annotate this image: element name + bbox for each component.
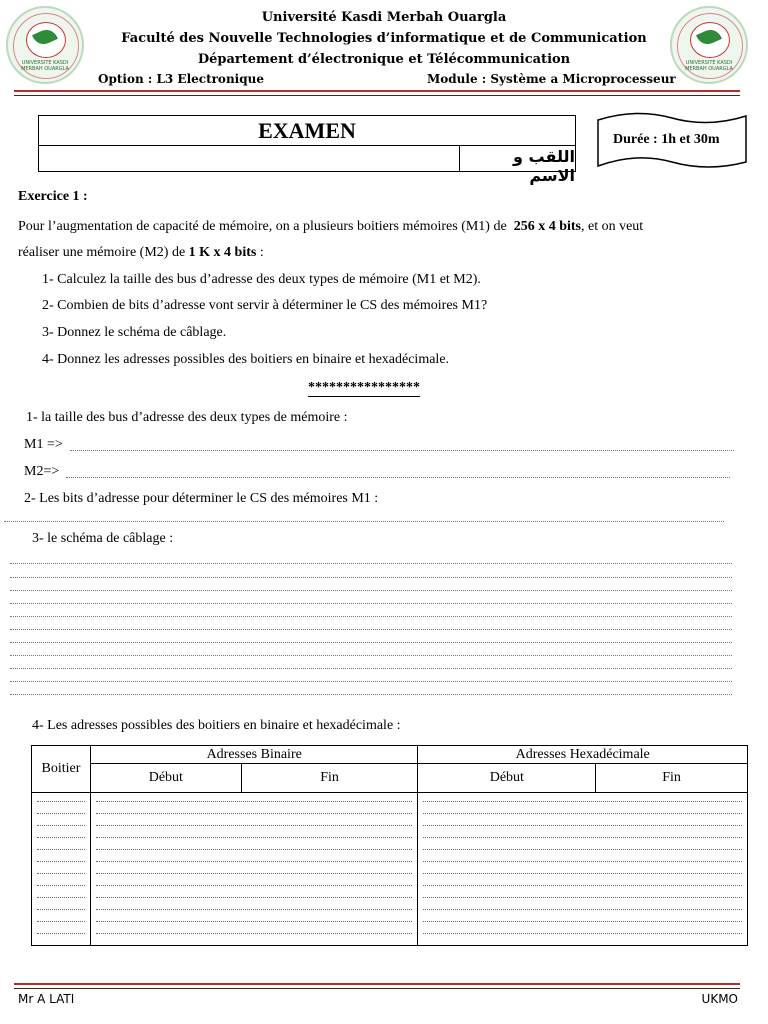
schema-line[interactable] [10, 577, 732, 578]
boitier-cell[interactable] [32, 793, 91, 946]
footer-rule-dark [14, 988, 740, 989]
dotted-answer-line [423, 921, 742, 922]
schema-line[interactable] [10, 655, 732, 656]
address-table [31, 745, 748, 946]
answer-3-label: 3- le schéma de câblage : [32, 531, 174, 546]
header-hexa-debut: Début [418, 764, 596, 793]
question-1: 1- Calculez la taille des bus d’adresse des deux types de mémoire (M1 et M2). [42, 272, 481, 287]
dotted-answer-line [37, 861, 85, 862]
footer-author: Mr A LATI [18, 992, 75, 1006]
dotted-answer-line [96, 909, 412, 910]
university-name: Université Kasdi Merbah Ouargla [261, 10, 507, 25]
header-binaire-debut: Début [90, 764, 241, 793]
intro-text-c: réaliser une mémoire (M2) de [18, 245, 186, 260]
dotted-answer-line [37, 825, 85, 826]
dotted-answer-line [37, 873, 85, 874]
schema-line[interactable] [10, 616, 732, 617]
dotted-answer-line [423, 873, 742, 874]
dotted-answer-line [96, 921, 412, 922]
intro-text-a: Pour l’augmentation de capacité de mémoire, on a plusieurs boitiers mémoires (M1) de [18, 219, 507, 234]
dotted-answer-line [423, 801, 742, 802]
answer-m1-label: M1 => [24, 437, 63, 452]
intro-capacity-m1: 256 x 4 bits [513, 219, 581, 234]
separator-stars: **************** [308, 380, 420, 395]
option-label: Option : L3 Electronique [98, 72, 264, 86]
dotted-answer-line [37, 837, 85, 838]
exercise-intro-line2 [18, 245, 264, 261]
answer-1-label: 1- la taille des bus d’adresse des deux types de mémoire : [26, 410, 348, 425]
dotted-answer-line [96, 849, 412, 850]
table-header-row [32, 746, 748, 764]
dotted-answer-line [96, 897, 412, 898]
faculty-name: Faculté des Nouvelle Technologies d’informatique et de Communication [121, 31, 647, 46]
dotted-answer-line [96, 885, 412, 886]
schema-line[interactable] [10, 642, 732, 643]
dotted-answer-line [423, 861, 742, 862]
schema-line[interactable] [10, 590, 732, 591]
dotted-answer-line [96, 801, 412, 802]
duration-label: Durée : 1h et 30m [613, 132, 720, 147]
answer-m2-line[interactable] [66, 477, 730, 478]
dotted-answer-line [423, 897, 742, 898]
question-2: 2- Combien de bits d’adresse vont servir à déterminer le CS des mémoires M1? [42, 298, 488, 313]
answer-m1-line[interactable] [70, 450, 734, 451]
dotted-answer-line [37, 849, 85, 850]
answer-m2-label: M2=> [24, 464, 60, 479]
dotted-answer-line [37, 897, 85, 898]
dotted-answer-line [37, 921, 85, 922]
dotted-answer-line [37, 813, 85, 814]
dotted-answer-line [423, 849, 742, 850]
header-rule-dark [14, 95, 740, 96]
dotted-answer-line [423, 813, 742, 814]
answer-2-label: 2- Les bits d’adresse pour déterminer le CS des mémoires M1 : [24, 491, 379, 506]
dotted-answer-line [423, 837, 742, 838]
dotted-answer-line [96, 813, 412, 814]
dotted-answer-line [96, 825, 412, 826]
exam-title: EXAMEN [39, 116, 575, 146]
question-3: 3- Donnez le schéma de câblage. [42, 325, 227, 340]
question-4: 4- Donnez les adresses possibles des boitiers en binaire et hexadécimale. [42, 352, 450, 367]
header-binaire: Adresses Binaire [90, 746, 417, 764]
binaire-cell[interactable] [90, 793, 417, 946]
answer-2-line[interactable] [4, 521, 724, 522]
header-hexa: Adresses Hexadécimale [418, 746, 748, 764]
dotted-answer-line [423, 885, 742, 886]
schema-line[interactable] [10, 603, 732, 604]
department-name: Département d’électronique et Télécommunication [197, 52, 571, 67]
dotted-answer-line [37, 801, 85, 802]
exam-title-box [38, 115, 576, 185]
header-binaire-fin: Fin [241, 764, 418, 793]
dotted-answer-line [96, 933, 412, 934]
exercise-intro-line1 [18, 219, 643, 235]
dotted-answer-line [423, 825, 742, 826]
table-subheader-row [32, 764, 748, 793]
dotted-answer-line [96, 861, 412, 862]
hexa-cell[interactable] [418, 793, 748, 946]
schema-line[interactable] [10, 629, 732, 630]
intro-capacity-m2: 1 K x 4 bits [188, 245, 257, 260]
header-boitier: Boitier [32, 746, 91, 793]
logo-text: UNIVERSITE KASDI MERBAH OUARGLA [685, 60, 733, 72]
logo-text: UNIVERSITE KASDI MERBAH OUARGLA [21, 60, 69, 72]
dotted-answer-line [423, 909, 742, 910]
table-row [32, 793, 748, 946]
intro-text-b: , et on veut [580, 219, 644, 234]
dotted-answer-line [37, 933, 85, 934]
name-label: اللقب و الاسم [513, 147, 575, 185]
dotted-answer-line [37, 909, 85, 910]
header-rule-red [14, 90, 740, 92]
binaire-lines [91, 793, 417, 945]
schema-line[interactable] [10, 668, 732, 669]
dotted-answer-line [96, 873, 412, 874]
answer-4-label: 4- Les adresses possibles des boitiers en binaire et hexadécimale : [32, 718, 401, 733]
module-label: Module : Système a Microprocesseur [427, 72, 676, 86]
footer-institution: UKMO [701, 992, 738, 1006]
dotted-answer-line [37, 885, 85, 886]
schema-line[interactable] [10, 681, 732, 682]
exercise-title: Exercice 1 : [18, 189, 88, 204]
hexa-lines [418, 793, 747, 945]
intro-text-d: : [256, 245, 264, 260]
boitier-lines [32, 793, 90, 945]
footer-rule-red [14, 983, 740, 985]
dotted-answer-line [96, 837, 412, 838]
schema-line[interactable] [10, 694, 732, 695]
header-hexa-fin: Fin [596, 764, 748, 793]
dotted-answer-line [423, 933, 742, 934]
schema-line[interactable] [10, 563, 732, 564]
